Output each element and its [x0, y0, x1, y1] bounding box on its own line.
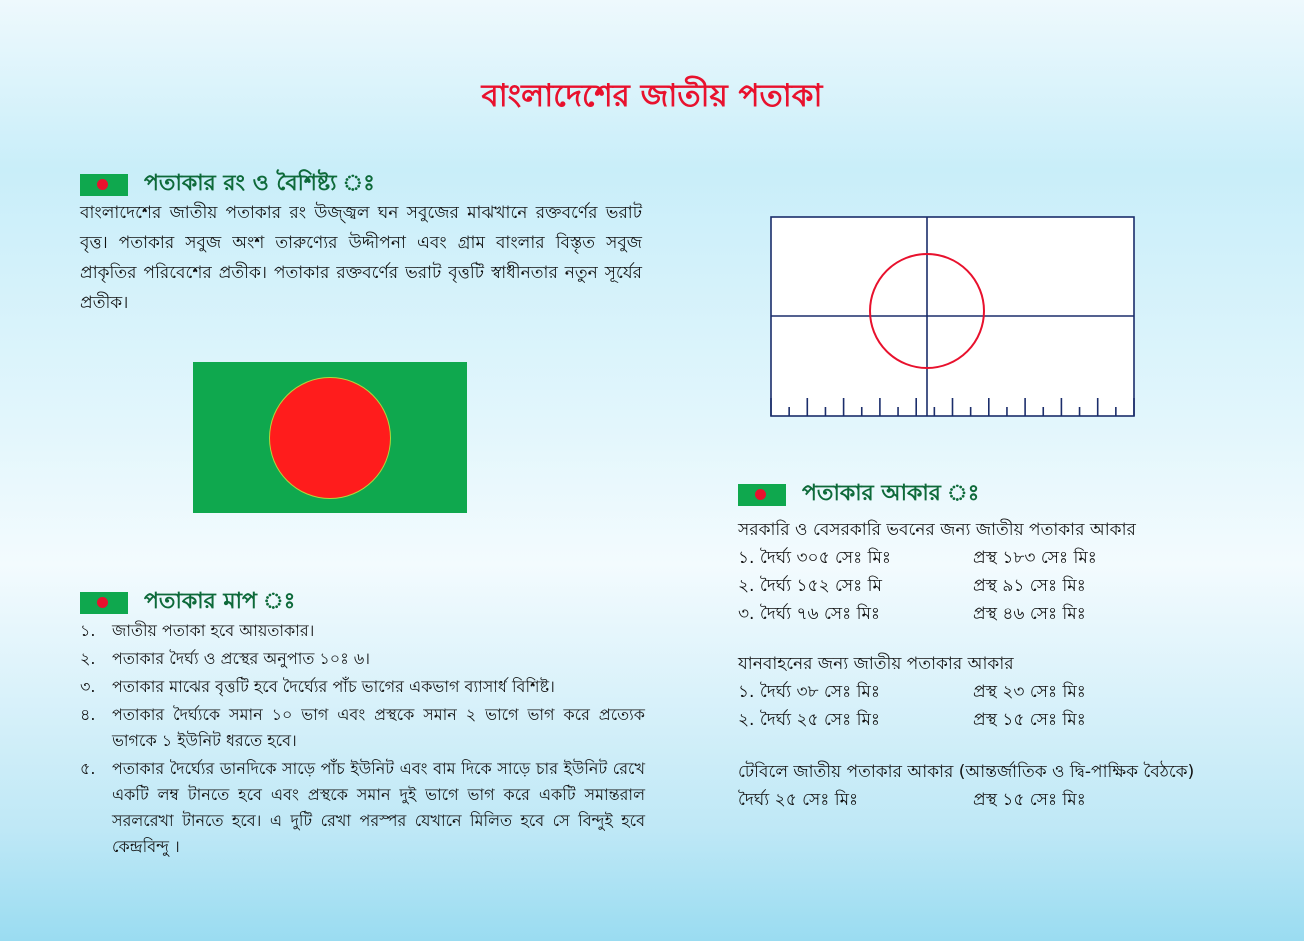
color-description: বাংলাদেশের জাতীয় পতাকার রং উজ্জ্বল ঘন সবুজের মাঝখানে রক্তবর্ণের ভরাট বৃত্ত। পতাকার সবুজ অংশ তারুণ্যের উদ্দীপনা এবং গ্রাম বাংলার বিস্তৃত সবুজ প্রাকৃতির পরিবেশের প্রতীক। পতাকার রক্তবর্ণের ভরাট বৃত্তটি স্বাধীনতার নতুন সূর্যের প্রতীক।	[80, 203, 642, 313]
measure-steps-list	[80, 618, 645, 862]
table-sizes	[738, 758, 1194, 814]
list-item: ৪. পতাকার দৈর্ঘ্যকে সমান ১০ ভাগ এবং প্রস্থকে সমান ২ ভাগে ভাগ করে প্রত্যেক ভাগকে ১ ইউনিট ধরতে হবে।	[80, 705, 645, 750]
list-item: ২. পতাকার দৈর্ঘ্য ও প্রস্থের অনুপাত ১০ঃ ৬।	[80, 649, 370, 668]
size-section-heading	[738, 476, 979, 513]
vehicle-sizes	[738, 650, 1086, 734]
flag-red-disc	[270, 378, 390, 498]
measure-section-heading	[80, 584, 295, 621]
vehicle-sizes-label: যানবাহনের জন্য জাতীয় পতাকার আকার	[738, 654, 1014, 674]
flag-bullet-icon	[738, 484, 786, 506]
color-section-title: পতাকার রং ও বৈশিষ্ট্য ঃ	[144, 171, 375, 196]
bangladesh-flag-image	[193, 362, 467, 513]
flag-construction-diagram	[768, 214, 1138, 420]
flag-bullet-icon	[80, 592, 128, 614]
flag-bullet-icon	[80, 174, 128, 196]
list-item: ৫. পতাকার দৈর্ঘ্যের ডানদিকে সাড়ে পাঁচ ইউনিট এবং বাম দিকে সাড়ে চার ইউনিট রেখে একটি লম্ব টানতে হবে এবং প্রস্থকে সমান দুই ভাগে ভাগ করে একটি সমান্তরাল সরলরেখা টানতে হবে। এ দুটি রেখা পরস্পর যেখানে মিলিত হবে সে বিন্দুই হবে কেন্দ্রবিন্দু ।	[80, 759, 645, 856]
size-section-title: পতাকার আকার ঃ	[802, 481, 980, 506]
list-item: ১. জাতীয় পতাকা হবে আয়তাকার।	[80, 621, 315, 640]
size-row: ১. দৈর্ঘ্য ৩৮ সেঃ মিঃ প্রস্থ ২৩ সেঃ মিঃ	[738, 682, 1086, 702]
size-row: ২. দৈর্ঘ্য ১৫২ সেঃ মি প্রস্থ ৯১ সেঃ মিঃ	[738, 576, 1086, 596]
building-sizes-label: সরকারি ও বেসরকারি ভবনের জন্য জাতীয় পতাকার আকার	[738, 520, 1136, 540]
size-row: ৩. দৈর্ঘ্য ৭৬ সেঃ মিঃ প্রস্থ ৪৬ সেঃ মিঃ	[738, 604, 1086, 624]
table-sizes-label: টেবিলে জাতীয় পতাকার আকার (আন্তর্জাতিক ও দ্বি-পাক্ষিক বৈঠকে)	[738, 762, 1195, 782]
size-row: ২. দৈর্ঘ্য ২৫ সেঃ মিঃ প্রস্থ ১৫ সেঃ মিঃ	[738, 710, 1086, 730]
size-row: দৈর্ঘ্য ২৫ সেঃ মিঃ প্রস্থ ১৫ সেঃ মিঃ	[738, 790, 1086, 810]
list-item: ৩. পতাকার মাঝের বৃত্তটি হবে দৈর্ঘ্যের পাঁচ ভাগের একভাগ ব্যাসার্ধ বিশিষ্ট।	[80, 677, 555, 696]
measure-section-title: পতাকার মাপ ঃ	[144, 589, 296, 614]
size-row: ১. দৈর্ঘ্য ৩০৫ সেঃ মিঃ প্রস্থ ১৮৩ সেঃ মিঃ	[738, 548, 1097, 568]
building-sizes	[738, 516, 1136, 628]
page-title: বাংলাদেশের জাতীয় পতাকা	[481, 78, 823, 114]
